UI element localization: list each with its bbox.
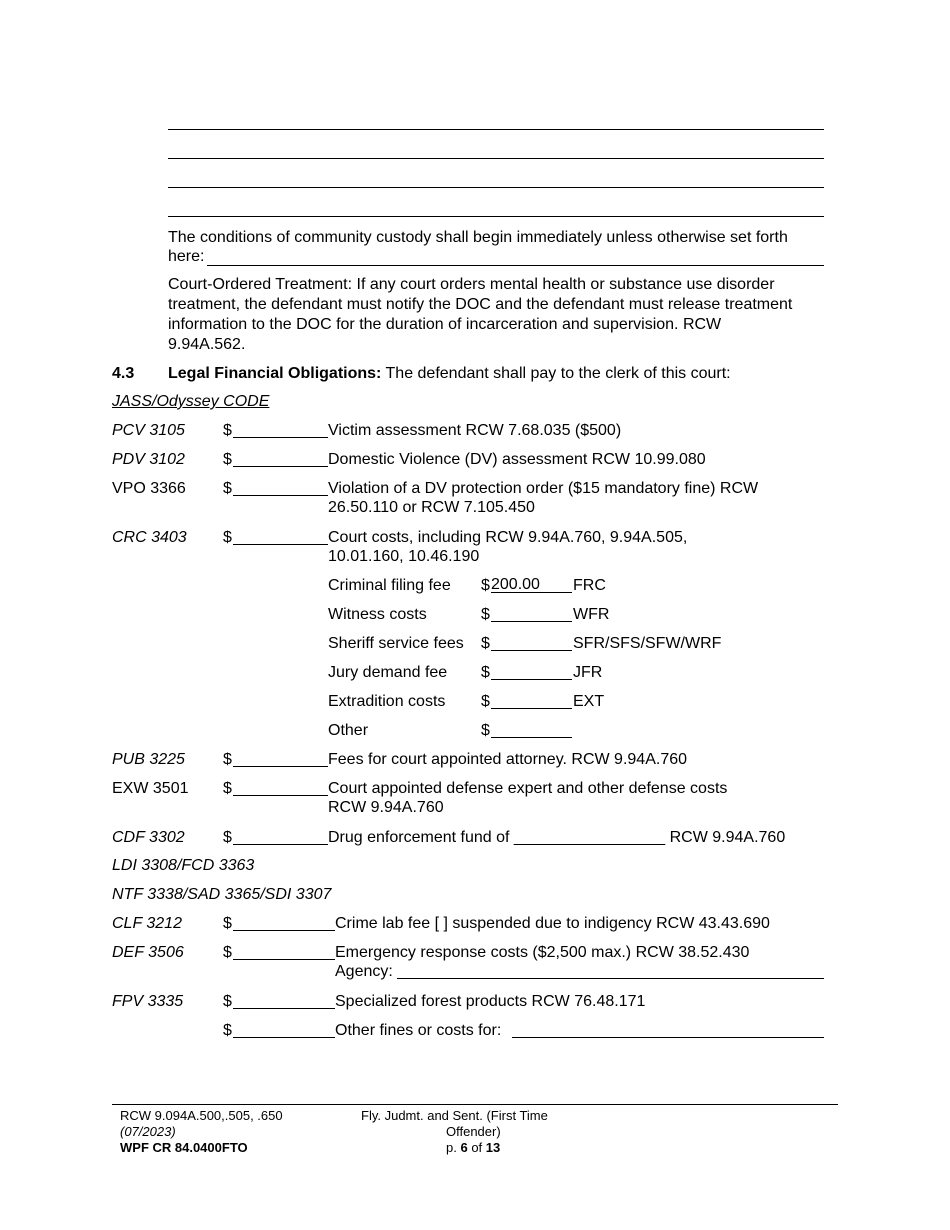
amount-field[interactable] [233, 480, 328, 496]
fee-description: Fees for court appointed attorney. RCW 9.94A.760 [328, 751, 688, 768]
court-cost-code: EXT [573, 693, 605, 710]
custody-text: The conditions of community custody shall begin immediately unless otherwise set forth [168, 229, 788, 246]
blank-line[interactable] [168, 187, 824, 188]
code-header: JASS/Odyssey CODE [112, 393, 270, 410]
dollar-sign: $ [223, 529, 232, 546]
blank-line[interactable] [168, 158, 824, 159]
treatment-text: 9.94A.562. [168, 336, 246, 353]
fee-description: Specialized forest products RCW 76.48.171 [335, 993, 646, 1010]
amount-field[interactable] [233, 780, 328, 796]
court-cost-label: Extradition costs [328, 693, 446, 710]
fee-code: NTF 3338/SAD 3365/SDI 3307 [112, 886, 332, 903]
fee-code: LDI 3308/FCD 3363 [112, 857, 255, 874]
footer-form-number: WPF CR 84.0400FTO [120, 1140, 248, 1155]
fee-code: DEF 3506 [112, 944, 184, 961]
page-number: p. 6 of 13 [446, 1140, 501, 1155]
amount-field[interactable] [233, 915, 335, 931]
fee-description: 26.50.110 or RCW 7.105.450 [328, 499, 535, 516]
fee-description: Court appointed defense expert and other defense costs [328, 780, 728, 797]
dollar-sign: $ [223, 944, 232, 961]
court-cost-label: Criminal filing fee [328, 577, 451, 594]
blank-line[interactable] [168, 216, 824, 217]
dollar-sign: $ [481, 693, 490, 710]
court-cost-amount[interactable]: 200.00 [491, 577, 572, 593]
treatment-text: Court-Ordered Treatment: If any court orders mental health or substance use disorder [168, 276, 775, 293]
custody-text-here: here: [168, 248, 205, 265]
fee-description: Emergency response costs ($2,500 max.) RCW 38.52.430 [335, 944, 750, 961]
court-cost-label: Other [328, 722, 369, 739]
court-cost-amount[interactable] [491, 693, 572, 709]
footer-divider [112, 1104, 838, 1105]
fee-description: Victim assessment RCW 7.68.035 ($500) [328, 422, 622, 439]
footer-title: Fly. Judmt. and Sent. (First Time [361, 1108, 548, 1123]
dollar-sign: $ [223, 422, 232, 439]
amount-field[interactable] [233, 422, 328, 438]
dollar-sign: $ [481, 635, 490, 652]
court-cost-amount[interactable] [491, 635, 572, 651]
dollar-sign: $ [223, 451, 232, 468]
amount-field[interactable] [233, 829, 328, 845]
amount-field[interactable] [233, 529, 328, 545]
fee-description: Violation of a DV protection order ($15 mandatory fine) RCW [328, 480, 759, 497]
fee-description: RCW 9.94A.760 [328, 799, 444, 816]
fee-code: FPV 3335 [112, 993, 184, 1010]
dollar-sign: $ [223, 1022, 232, 1039]
dollar-sign: $ [223, 993, 232, 1010]
fee-description: 10.01.160, 10.46.190 [328, 548, 480, 565]
dollar-sign: $ [481, 722, 490, 739]
fee-code: PCV 3105 [112, 422, 185, 439]
court-cost-label: Jury demand fee [328, 664, 448, 681]
section-text: The defendant shall pay to the clerk of this court: [385, 365, 731, 382]
dollar-sign: $ [223, 751, 232, 768]
court-cost-code: WFR [573, 606, 610, 623]
fee-code: EXW 3501 [112, 780, 189, 797]
footer-date: (07/2023) [120, 1124, 176, 1139]
fee-description: Drug enforcement fund of _________________ RCW 9.94A.760 [328, 829, 786, 846]
footer-title-2: Offender) [446, 1124, 501, 1139]
amount-field[interactable] [233, 993, 335, 1009]
court-cost-label: Sheriff service fees [328, 635, 464, 652]
dollar-sign: $ [481, 664, 490, 681]
dollar-sign: $ [223, 780, 232, 797]
amount-field[interactable] [233, 451, 328, 467]
fee-code: CRC 3403 [112, 529, 187, 546]
fee-description: Agency: [335, 963, 393, 980]
dollar-sign: $ [223, 829, 232, 846]
treatment-text: information to the DOC for the duration of incarceration and supervision. RCW [168, 316, 722, 333]
blank-line[interactable] [168, 129, 824, 130]
amount-field[interactable] [233, 751, 328, 767]
dollar-sign: $ [481, 606, 490, 623]
footer-rcw: RCW 9.094A.500,.505, .650 [120, 1108, 283, 1123]
dollar-sign: $ [223, 480, 232, 497]
court-cost-code: FRC [573, 577, 606, 594]
dollar-sign: $ [481, 577, 490, 594]
fee-description: Domestic Violence (DV) assessment RCW 10.99.080 [328, 451, 706, 468]
dollar-sign: $ [223, 915, 232, 932]
section-heading [168, 365, 731, 383]
fee-description: Court costs, including RCW 9.94A.760, 9.94A.505, [328, 529, 688, 546]
court-cost-amount[interactable] [491, 606, 572, 622]
court-cost-amount[interactable] [491, 722, 572, 738]
fee-code: PDV 3102 [112, 451, 185, 468]
other-fines-field[interactable] [512, 1037, 824, 1038]
fee-code: PUB 3225 [112, 751, 185, 768]
fee-code: CDF 3302 [112, 829, 185, 846]
custody-start-field[interactable] [207, 265, 824, 266]
court-cost-code: SFR/SFS/SFW/WRF [573, 635, 722, 652]
agency-field[interactable] [397, 978, 824, 979]
fee-code: VPO 3366 [112, 480, 186, 497]
section-number: 4.3 [112, 365, 135, 382]
treatment-text: treatment, the defendant must notify the DOC and the defendant must release treatment [168, 296, 793, 313]
fee-description: Crime lab fee [ ] suspended due to indigency RCW 43.43.690 [335, 915, 770, 932]
fee-code: CLF 3212 [112, 915, 182, 932]
amount-field[interactable] [233, 944, 335, 960]
amount-field[interactable] [233, 1022, 335, 1038]
court-cost-label: Witness costs [328, 606, 427, 623]
section-title: Legal Financial Obligations: [168, 365, 382, 382]
fee-description: Other fines or costs for: [335, 1022, 502, 1039]
court-cost-code: JFR [573, 664, 603, 681]
court-cost-amount[interactable] [491, 664, 572, 680]
